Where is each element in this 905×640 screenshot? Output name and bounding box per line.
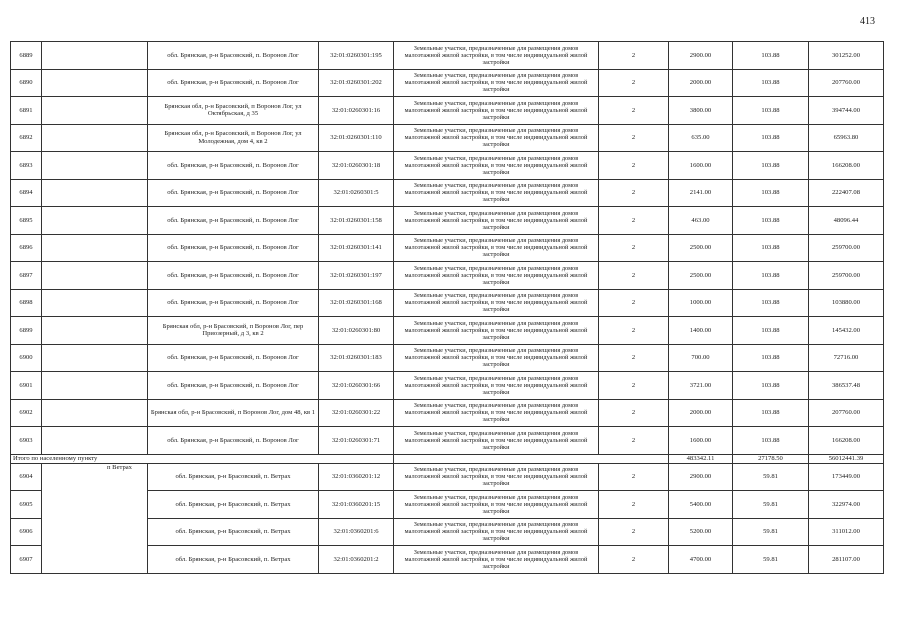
- land-use-cell: Земельные участки, предназначенные для размещения домов малоэтажной жилой застройки, в том числе индивидуальной жилой застройки: [394, 289, 599, 317]
- locality-cell: [42, 152, 148, 180]
- row-number-cell: 6894: [11, 179, 42, 207]
- locality-cell: [42, 42, 148, 70]
- rate-cell: 103.88: [733, 234, 809, 262]
- area-cell: 463.00: [669, 207, 733, 235]
- land-use-cell: Земельные участки, предназначенные для размещения домов малоэтажной жилой застройки, в том числе индивидуальной жилой застройки: [394, 463, 599, 491]
- address-cell: Брянская обл, р-н Брасовский, п Воронов Лог, пер Приозерный, д 3, кв 2: [148, 317, 319, 345]
- row-number-cell: 6890: [11, 69, 42, 97]
- row-number-cell: 6904: [11, 463, 42, 491]
- row-number-cell: 6896: [11, 234, 42, 262]
- area-cell: 700.00: [669, 344, 733, 372]
- group-cell: 2: [599, 463, 669, 491]
- table-row: [11, 69, 884, 97]
- area-cell: 4700.00: [669, 546, 733, 574]
- address-cell: обл. Брянская, р-н Брасовский, п. Ветрах: [148, 518, 319, 546]
- table-row: [11, 289, 884, 317]
- cadastral-number-cell: 32:01:0260301:195: [319, 42, 394, 70]
- rate-cell: 103.88: [733, 42, 809, 70]
- subtotal-empty-cell: [394, 454, 669, 463]
- page-number: 413: [860, 16, 875, 27]
- area-cell: 5200.00: [669, 518, 733, 546]
- table-row: [11, 152, 884, 180]
- table-row: [11, 207, 884, 235]
- cadastral-value-cell: 72716.00: [809, 344, 884, 372]
- row-number-cell: 6902: [11, 399, 42, 427]
- subtotal-row: [11, 454, 884, 463]
- cadastral-value-cell: 281107.00: [809, 546, 884, 574]
- subtotal-area: 483342.11: [669, 454, 733, 463]
- group-cell: 2: [599, 399, 669, 427]
- table-row: [11, 179, 884, 207]
- group-cell: 2: [599, 344, 669, 372]
- rate-cell: 103.88: [733, 344, 809, 372]
- address-cell: Брянская обл, р-н Брасовский, п Воронов Лог, ул Молодежная, дом 4, кв 2: [148, 124, 319, 152]
- area-cell: 2000.00: [669, 399, 733, 427]
- rate-cell: 103.88: [733, 152, 809, 180]
- land-use-cell: Земельные участки, предназначенные для размещения домов малоэтажной жилой застройки, в том числе индивидуальной жилой застройки: [394, 427, 599, 455]
- row-number-cell: 6899: [11, 317, 42, 345]
- rate-cell: 103.88: [733, 317, 809, 345]
- address-cell: Брянская обл, р-н Брасовский, п Воронов Лог, ул Октябрьская, д 35: [148, 97, 319, 125]
- address-cell: Брянская обл, р-н Брасовский, п Воронов Лог, дом 48, кв 1: [148, 399, 319, 427]
- group-cell: 2: [599, 124, 669, 152]
- table-row: [11, 317, 884, 345]
- group-cell: 2: [599, 207, 669, 235]
- group-cell: 2: [599, 546, 669, 574]
- rate-cell: 103.88: [733, 372, 809, 400]
- locality-cell: [42, 262, 148, 290]
- row-number-cell: 6901: [11, 372, 42, 400]
- rate-cell: 103.88: [733, 427, 809, 455]
- cadastral-value-cell: 207760.00: [809, 399, 884, 427]
- group-cell: 2: [599, 289, 669, 317]
- cadastral-number-cell: 32:01:0260301:168: [319, 289, 394, 317]
- address-cell: обл. Брянская, р-н Брасовский, п. Воронов Лог: [148, 207, 319, 235]
- row-number-cell: 6906: [11, 518, 42, 546]
- land-use-cell: Земельные участки, предназначенные для размещения домов малоэтажной жилой застройки, в том числе индивидуальной жилой застройки: [394, 344, 599, 372]
- subtotal-label: Итого по населенному пункту: [11, 454, 394, 463]
- row-number-cell: 6897: [11, 262, 42, 290]
- row-number-cell: 6891: [11, 97, 42, 125]
- locality-cell: [42, 344, 148, 372]
- locality-cell: [42, 124, 148, 152]
- locality-cell: [42, 399, 148, 427]
- locality-cell: [42, 317, 148, 345]
- table-row: [11, 97, 884, 125]
- group-cell: 2: [599, 427, 669, 455]
- area-cell: 1600.00: [669, 427, 733, 455]
- land-use-cell: Земельные участки, предназначенные для размещения домов малоэтажной жилой застройки, в том числе индивидуальной жилой застройки: [394, 546, 599, 574]
- area-cell: 1400.00: [669, 317, 733, 345]
- row-number-cell: 6893: [11, 152, 42, 180]
- group-cell: 2: [599, 317, 669, 345]
- locality-cell: [42, 289, 148, 317]
- table-row: [11, 344, 884, 372]
- cadastral-value-cell: 259700.00: [809, 262, 884, 290]
- cadastral-number-cell: 32:01:0360201:15: [319, 491, 394, 519]
- cadastral-value-cell: 259700.00: [809, 234, 884, 262]
- cadastral-number-cell: 32:01:0260301:183: [319, 344, 394, 372]
- cadastral-value-cell: 103880.00: [809, 289, 884, 317]
- section-locality-cell: п Ветрах: [42, 463, 148, 573]
- cadastral-number-cell: 32:01:0260301:141: [319, 234, 394, 262]
- rate-cell: 103.88: [733, 289, 809, 317]
- address-cell: обл. Брянская, р-н Брасовский, п. Воронов Лог: [148, 344, 319, 372]
- row-number-cell: 6905: [11, 491, 42, 519]
- cadastral-number-cell: 32:01:0260301:202: [319, 69, 394, 97]
- locality-cell: [42, 427, 148, 455]
- land-use-cell: Земельные участки, предназначенные для размещения домов малоэтажной жилой застройки, в том числе индивидуальной жилой застройки: [394, 42, 599, 70]
- address-cell: обл. Брянская, р-н Брасовский, п. Ветрах: [148, 463, 319, 491]
- address-cell: обл. Брянская, р-н Брасовский, п. Воронов Лог: [148, 69, 319, 97]
- land-use-cell: Земельные участки, предназначенные для размещения домов малоэтажной жилой застройки, в том числе индивидуальной жилой застройки: [394, 518, 599, 546]
- rate-cell: 103.88: [733, 399, 809, 427]
- address-cell: обл. Брянская, р-н Брасовский, п. Воронов Лог: [148, 179, 319, 207]
- address-cell: обл. Брянская, р-н Брасовский, п. Воронов Лог: [148, 372, 319, 400]
- subtotal-rate: 27178.50: [733, 454, 809, 463]
- land-use-cell: Земельные участки, предназначенные для размещения домов малоэтажной жилой застройки, в том числе индивидуальной жилой застройки: [394, 234, 599, 262]
- area-cell: 635.00: [669, 124, 733, 152]
- group-cell: 2: [599, 152, 669, 180]
- locality-cell: [42, 207, 148, 235]
- cadastral-number-cell: 32:01:0360201:6: [319, 518, 394, 546]
- cadastral-number-cell: 32:01:0260301:110: [319, 124, 394, 152]
- cadastral-number-cell: 32:01:0260301:18: [319, 152, 394, 180]
- locality-cell: [42, 179, 148, 207]
- locality-cell: [42, 69, 148, 97]
- rate-cell: 103.88: [733, 124, 809, 152]
- rate-cell: 59.81: [733, 463, 809, 491]
- group-cell: 2: [599, 234, 669, 262]
- cadastral-value-cell: 48096.44: [809, 207, 884, 235]
- cadastral-value-cell: 322974.00: [809, 491, 884, 519]
- row-number-cell: 6892: [11, 124, 42, 152]
- group-cell: 2: [599, 518, 669, 546]
- cadastral-value-cell: 386537.48: [809, 372, 884, 400]
- area-cell: 2141.00: [669, 179, 733, 207]
- locality-cell: [42, 97, 148, 125]
- cadastral-number-cell: 32:01:0260301:66: [319, 372, 394, 400]
- cadastral-value-cell: 166208.00: [809, 427, 884, 455]
- cadastral-number-cell: 32:01:0260301:158: [319, 207, 394, 235]
- land-use-cell: Земельные участки, предназначенные для размещения домов малоэтажной жилой застройки, в том числе индивидуальной жилой застройки: [394, 152, 599, 180]
- cadastral-number-cell: 32:01:0260301:22: [319, 399, 394, 427]
- land-use-cell: Земельные участки, предназначенные для размещения домов малоэтажной жилой застройки, в том числе индивидуальной жилой застройки: [394, 207, 599, 235]
- land-use-cell: Земельные участки, предназначенные для размещения домов малоэтажной жилой застройки, в том числе индивидуальной жилой застройки: [394, 372, 599, 400]
- cadastral-value-cell: 173449.00: [809, 463, 884, 491]
- cadastral-value-cell: 311012.00: [809, 518, 884, 546]
- table-row: [11, 234, 884, 262]
- table-row: [11, 262, 884, 290]
- land-use-cell: Земельные участки, предназначенные для размещения домов малоэтажной жилой застройки, в том числе индивидуальной жилой застройки: [394, 179, 599, 207]
- land-use-cell: Земельные участки, предназначенные для размещения домов малоэтажной жилой застройки, в том числе индивидуальной жилой застройки: [394, 69, 599, 97]
- table-row: [11, 42, 884, 70]
- row-number-cell: 6907: [11, 546, 42, 574]
- group-cell: 2: [599, 97, 669, 125]
- area-cell: 3800.00: [669, 97, 733, 125]
- cadastral-value-cell: 301252.00: [809, 42, 884, 70]
- address-cell: обл. Брянская, р-н Брасовский, п. Воронов Лог: [148, 152, 319, 180]
- rate-cell: 103.88: [733, 262, 809, 290]
- land-use-cell: Земельные участки, предназначенные для размещения домов малоэтажной жилой застройки, в том числе индивидуальной жилой застройки: [394, 124, 599, 152]
- group-cell: 2: [599, 372, 669, 400]
- cadastral-number-cell: 32:01:0260301:80: [319, 317, 394, 345]
- table-body: [11, 42, 884, 574]
- address-cell: обл. Брянская, р-н Брасовский, п. Воронов Лог: [148, 262, 319, 290]
- table-row: [11, 399, 884, 427]
- cadastral-number-cell: 32:01:0260301:16: [319, 97, 394, 125]
- cadastral-value-cell: 166208.00: [809, 152, 884, 180]
- area-cell: 2900.00: [669, 463, 733, 491]
- cadastral-number-cell: 32:01:0260301:197: [319, 262, 394, 290]
- table-row: [11, 372, 884, 400]
- group-cell: 2: [599, 69, 669, 97]
- cadastral-value-table: [10, 41, 884, 574]
- locality-cell: [42, 372, 148, 400]
- rate-cell: 59.81: [733, 546, 809, 574]
- cadastral-number-cell: 32:01:0360201:2: [319, 546, 394, 574]
- cadastral-number-cell: 32:01:0260301:5: [319, 179, 394, 207]
- rate-cell: 103.88: [733, 97, 809, 125]
- area-cell: 2500.00: [669, 234, 733, 262]
- cadastral-value-cell: 394744.00: [809, 97, 884, 125]
- address-cell: обл. Брянская, р-н Брасовский, п. Воронов Лог: [148, 289, 319, 317]
- table-row: [11, 463, 884, 491]
- rate-cell: 59.81: [733, 518, 809, 546]
- rate-cell: 59.81: [733, 491, 809, 519]
- cadastral-value-cell: 145432.00: [809, 317, 884, 345]
- land-use-cell: Земельные участки, предназначенные для размещения домов малоэтажной жилой застройки, в том числе индивидуальной жилой застройки: [394, 399, 599, 427]
- group-cell: 2: [599, 491, 669, 519]
- table-row: [11, 427, 884, 455]
- land-use-cell: Земельные участки, предназначенные для размещения домов малоэтажной жилой застройки, в том числе индивидуальной жилой застройки: [394, 491, 599, 519]
- rate-cell: 103.88: [733, 179, 809, 207]
- area-cell: 1600.00: [669, 152, 733, 180]
- address-cell: обл. Брянская, р-н Брасовский, п. Ветрах: [148, 546, 319, 574]
- area-cell: 5400.00: [669, 491, 733, 519]
- row-number-cell: 6895: [11, 207, 42, 235]
- row-number-cell: 6903: [11, 427, 42, 455]
- group-cell: 2: [599, 42, 669, 70]
- cadastral-value-cell: 65963.80: [809, 124, 884, 152]
- area-cell: 3721.00: [669, 372, 733, 400]
- locality-cell: [42, 234, 148, 262]
- rate-cell: 103.88: [733, 69, 809, 97]
- group-cell: 2: [599, 179, 669, 207]
- rate-cell: 103.88: [733, 207, 809, 235]
- address-cell: обл. Брянская, р-н Брасовский, п. Воронов Лог: [148, 427, 319, 455]
- address-cell: обл. Брянская, р-н Брасовский, п. Ветрах: [148, 491, 319, 519]
- cadastral-value-cell: 222407.08: [809, 179, 884, 207]
- row-number-cell: 6889: [11, 42, 42, 70]
- land-use-cell: Земельные участки, предназначенные для размещения домов малоэтажной жилой застройки, в том числе индивидуальной жилой застройки: [394, 317, 599, 345]
- address-cell: обл. Брянская, р-н Брасовский, п. Воронов Лог: [148, 42, 319, 70]
- group-cell: 2: [599, 262, 669, 290]
- land-use-cell: Земельные участки, предназначенные для размещения домов малоэтажной жилой застройки, в том числе индивидуальной жилой застройки: [394, 97, 599, 125]
- table-row: [11, 124, 884, 152]
- cadastral-number-cell: 32:01:0260301:71: [319, 427, 394, 455]
- cadastral-value-cell: 207760.00: [809, 69, 884, 97]
- area-cell: 2000.00: [669, 69, 733, 97]
- area-cell: 2500.00: [669, 262, 733, 290]
- land-use-cell: Земельные участки, предназначенные для размещения домов малоэтажной жилой застройки, в том числе индивидуальной жилой застройки: [394, 262, 599, 290]
- row-number-cell: 6898: [11, 289, 42, 317]
- cadastral-number-cell: 32:01:0360201:12: [319, 463, 394, 491]
- address-cell: обл. Брянская, р-н Брасовский, п. Воронов Лог: [148, 234, 319, 262]
- area-cell: 1000.00: [669, 289, 733, 317]
- area-cell: 2900.00: [669, 42, 733, 70]
- row-number-cell: 6900: [11, 344, 42, 372]
- subtotal-value: 56012441.39: [809, 454, 884, 463]
